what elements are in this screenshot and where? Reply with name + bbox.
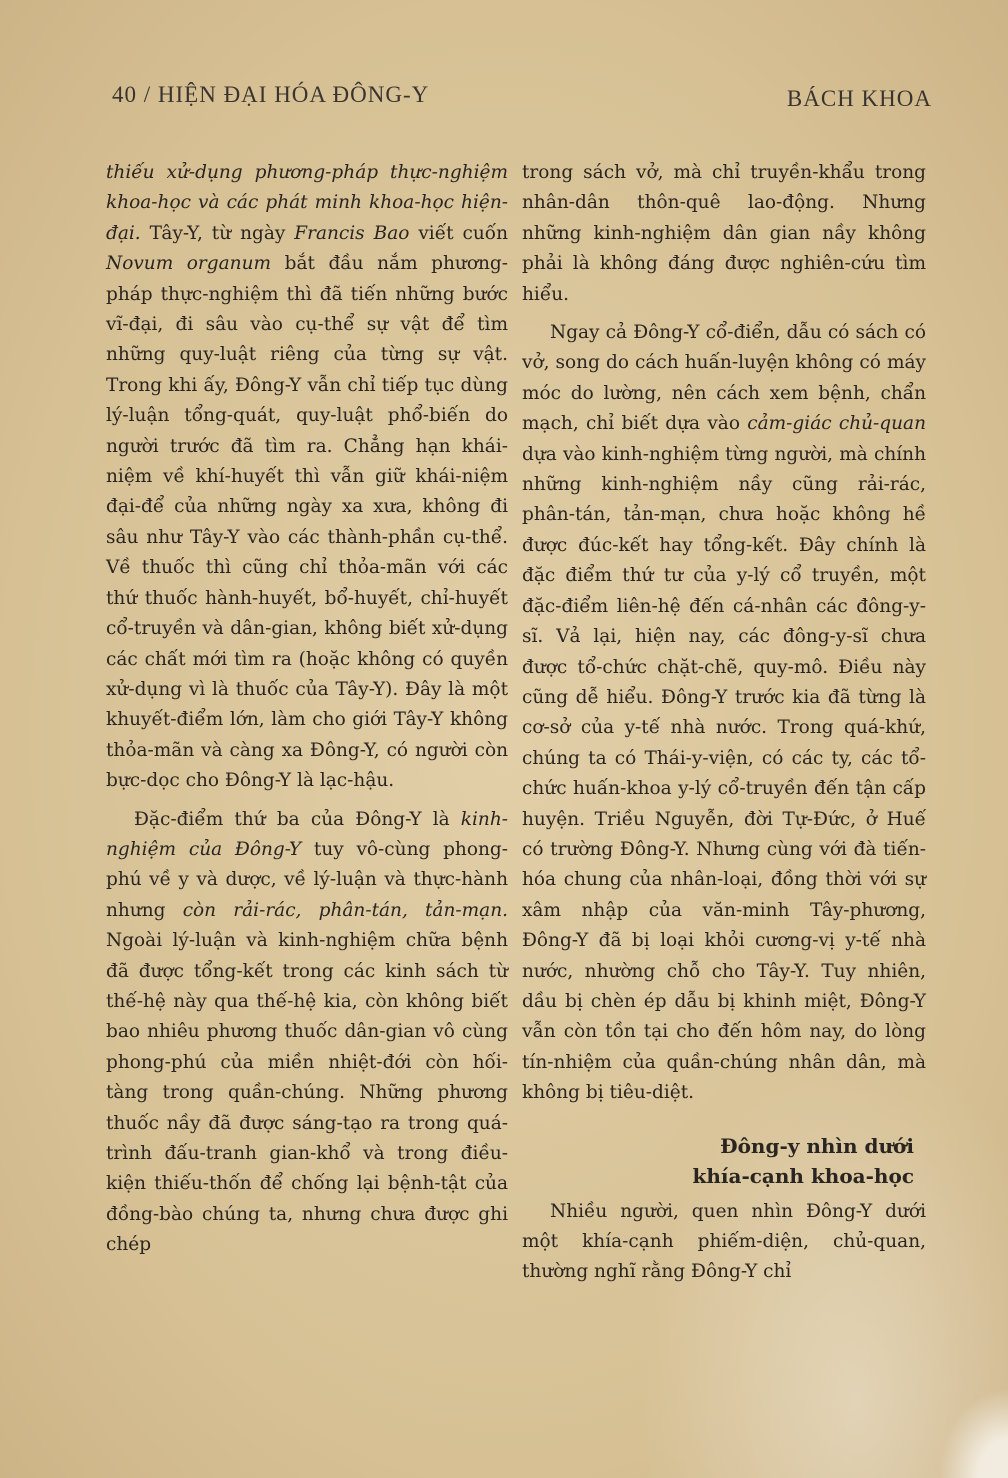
- paper-tear: [938, 1388, 1008, 1478]
- paragraph: thiếu xử-dụng phương-pháp thực-nghiệm khoa-học và các phát minh khoa-học hiện-đại. Tây-Y, từ ngày Francis Bao viết cuốn Novum organum bắt đầu nắm phương-pháp thực-nghiệm thì đã tiến những bước vĩ-đại, đi sâu vào cụ-thể sự vật để tìm những quy-luật riêng của từng sự vật. Trong khi ấy, Đông-Y vẫn chỉ tiếp tục dùng lý-luận tổng-quát, quy-luật phổ-biến do người trước đã tìm ra. Chẳng hạn khái-niệm về khí-huyết thì vẫn giữ khái-niệm đại-để của những ngày xa xưa, không đi sâu như Tây-Y vào các thành-phần cụ-thể. Về thuốc thì cũng chỉ thỏa-mãn với các thứ thuốc hành-huyết, bổ-huyết, chỉ-huyết cổ-truyền và dân-gian, không biết xử-dụng các chất mới tìm ra (hoặc không có quyền xử-dụng vì là thuốc của Tây-Y). Đây là một khuyết-điểm lớn, làm cho giới Tây-Y không thỏa-mãn và càng xa Đông-Y, có người còn bực-dọc cho Đông-Y là lạc-hậu.: [106, 162, 508, 792]
- running-header: [112, 82, 932, 116]
- paragraph: trong sách vở, mà chỉ truyền-khẩu trong nhân-dân thôn-quê lao-động. Nhưng những kinh-nghiệm dân gian nầy không phải là không đáng được nghiên-cứu tìm hiểu.: [522, 162, 926, 305]
- magazine-title: BÁCH KHOA: [786, 86, 932, 111]
- paragraph: Đặc-điểm thứ ba của Đông-Y là kinh-nghiệm của Đông-Y tuy vô-cùng phong-phú về y và dược, về lý-luận và thực-hành nhưng còn rải-rác, phân-tán, tản-mạn. Ngoài lý-luận và kinh-nghiệm chữa bệnh đã được tổng-kết trong các kinh sách từ thế-hệ này qua thế-hệ kia, còn không biết bao nhiêu phương thuốc dân-gian vô cùng phong-phú của miền nhiệt-đới còn hối-tàng trong quần-chúng. Những phương thuốc nầy đã được sáng-tạo ra trong quá-trình đấu-tranh gian-khổ và trong điều-kiện thiếu-thốn để chống lại bệnh-tật của đồng-bào chúng ta, nhưng chưa được ghi chép: [106, 808, 508, 1256]
- right-column: [522, 158, 926, 1288]
- paragraph: Ngay cả Đông-Y cổ-điển, dẫu có sách có vở, song do cách huấn-luyện không có máy móc do lường, nên cách xem bệnh, chẩn mạch, chỉ biết dựa vào cảm-giác chủ-quan dựa vào kinh-nghiệm từng người, mà chính những kinh-nghiệm nầy cũng rải-rác, phân-tán, tản-mạn, chưa hoặc không hề được đúc-kết hay tổng-kết. Đây chính là đặc điểm thứ tư của y-lý cổ truyền, một đặc-điểm liên-hệ đến cá-nhân các đông-y-sĩ. Vả lại, hiện nay, các đông-y-sĩ chưa được tổ-chức chặt-chẽ, quy-mô. Điều này cũng dễ hiểu. Đông-Y trước kia đã từng là cơ-sở của y-tế nhà nước. Trong quá-khứ, chúng ta có Thái-y-viện, có các ty, các tổ-chức huấn-khoa y-lý cổ-truyền đến tận cấp huyện. Triều Nguyễn, đời Tự-Đức, ở Huế có trường Đông-Y. Nhưng cùng với đà tiến-hóa chung của nhân-loại, đồng thời với sự xâm nhập của văn-minh Tây-phương, Đông-Y đã bị loại khỏi cương-vị y-tế nhà nước, nhường chỗ cho Tây-Y. Tuy nhiên, dầu bị chèn ép dẫu bị khinh miệt, Đông-Y vẫn còn tồn tại cho đến hôm nay, do lòng tín-nhiệm của quần-chúng nhân dân, mà không bị tiêu-diệt.: [522, 322, 926, 1104]
- page-number-and-section: 40 / HIỆN ĐẠI HÓA ĐÔNG-Y: [112, 82, 430, 107]
- paragraph: Nhiều người, quen nhìn Đông-Y dưới một khía-cạnh phiếm-diện, chủ-quan, thường nghĩ rằng Đông-Y chỉ: [522, 1200, 926, 1283]
- section-heading: Đông-y nhìn dưới khía-cạnh khoa-học: [692, 1133, 914, 1188]
- italic-text: thiếu xử-dụng phương-pháp thực-nghiệm khoa-học và các phát minh khoa-học hiện-đại.: [106, 162, 508, 244]
- left-column: [106, 158, 508, 1261]
